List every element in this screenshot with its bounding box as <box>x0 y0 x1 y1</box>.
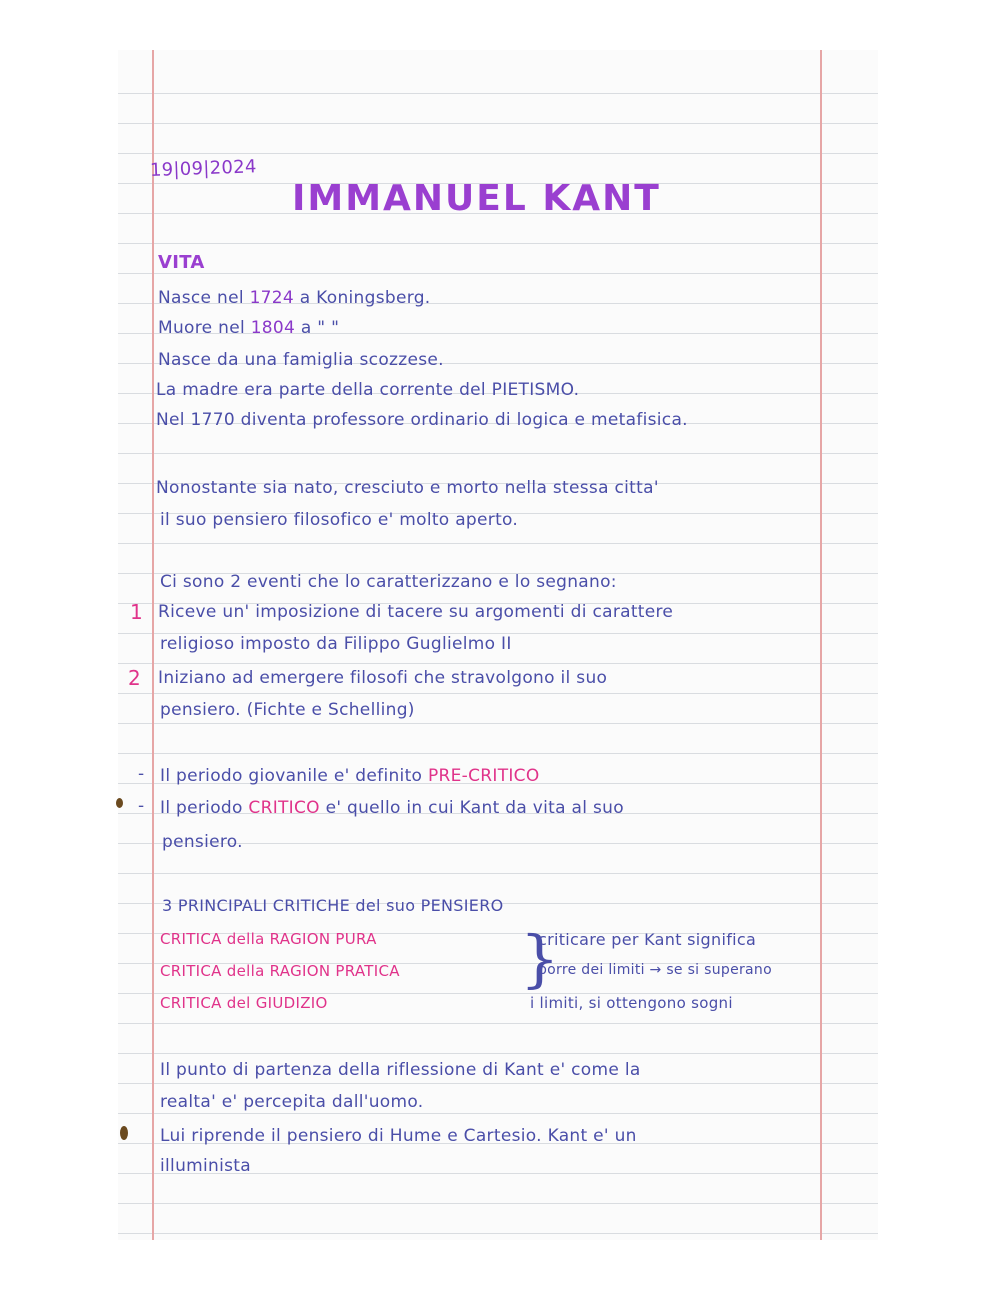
event-number: 2 <box>128 666 142 690</box>
vita-line: La madre era parte della corrente del PIETISMO. <box>156 380 580 400</box>
section-heading-vita: VITA <box>158 252 205 273</box>
period-line: Il periodo giovanile e' definito PRE-CRITICO <box>160 766 540 786</box>
note-date: 19|09|2024 <box>149 156 258 181</box>
left-margin-line <box>152 50 154 1240</box>
page-mark <box>116 798 123 808</box>
right-margin-line <box>820 50 822 1240</box>
event-line: Riceve un' imposizione di tacere su argomenti di carattere <box>158 602 674 622</box>
critica-item: CRITICA della RAGION PRATICA <box>160 962 400 980</box>
event-line: Iniziano ad emergere filosofi che stravolgono il suo <box>158 668 608 688</box>
critiche-note-line: i limiti, si ottengono sogni <box>530 994 733 1012</box>
grouping-brace: } <box>520 922 560 995</box>
period-line: Il periodo CRITICO e' quello in cui Kant da vita al suo <box>160 798 624 818</box>
vita-line: Nasce nel 1724 a Koningsberg. <box>158 288 431 308</box>
event-number: 1 <box>130 600 144 624</box>
period-line: pensiero. <box>162 832 243 852</box>
paragraph-line: Lui riprende il pensiero di Hume e Cartesio. Kant e' un <box>160 1126 637 1146</box>
vita-line: Nasce da una famiglia scozzese. <box>158 350 444 370</box>
critiche-note-line: criticare per Kant significa <box>538 930 757 949</box>
vita-line: Nel 1770 diventa professore ordinario di logica e metafisica. <box>156 410 688 430</box>
events-intro: Ci sono 2 eventi che lo caratterizzano e lo segnano: <box>160 572 617 592</box>
page-mark <box>120 1126 128 1140</box>
event-line: religioso imposto da Filippo Guglielmo II <box>160 634 512 654</box>
critica-item: CRITICA del GIUDIZIO <box>160 994 328 1012</box>
paragraph-line: Nonostante sia nato, cresciuto e morto nella stessa citta' <box>156 478 659 498</box>
bullet-dash: - <box>138 764 145 784</box>
bullet-dash: - <box>138 796 145 816</box>
paragraph-line: illuminista <box>160 1156 251 1176</box>
critiche-heading: 3 PRINCIPALI CRITICHE del suo PENSIERO <box>162 896 504 915</box>
paragraph-line: realta' e' percepita dall'uomo. <box>160 1092 424 1112</box>
paragraph-line: il suo pensiero filosofico e' molto aperto. <box>160 510 519 530</box>
note-title: IMMANUEL KANT <box>292 178 661 219</box>
vita-line: Muore nel 1804 a " " <box>158 318 340 338</box>
critiche-note-line: porre dei limiti → se si superano <box>538 962 772 978</box>
paragraph-line: Il punto di partenza della riflessione di Kant e' come la <box>160 1060 641 1080</box>
critica-item: CRITICA della RAGION PURA <box>160 930 377 948</box>
event-line: pensiero. (Fichte e Schelling) <box>160 700 415 720</box>
